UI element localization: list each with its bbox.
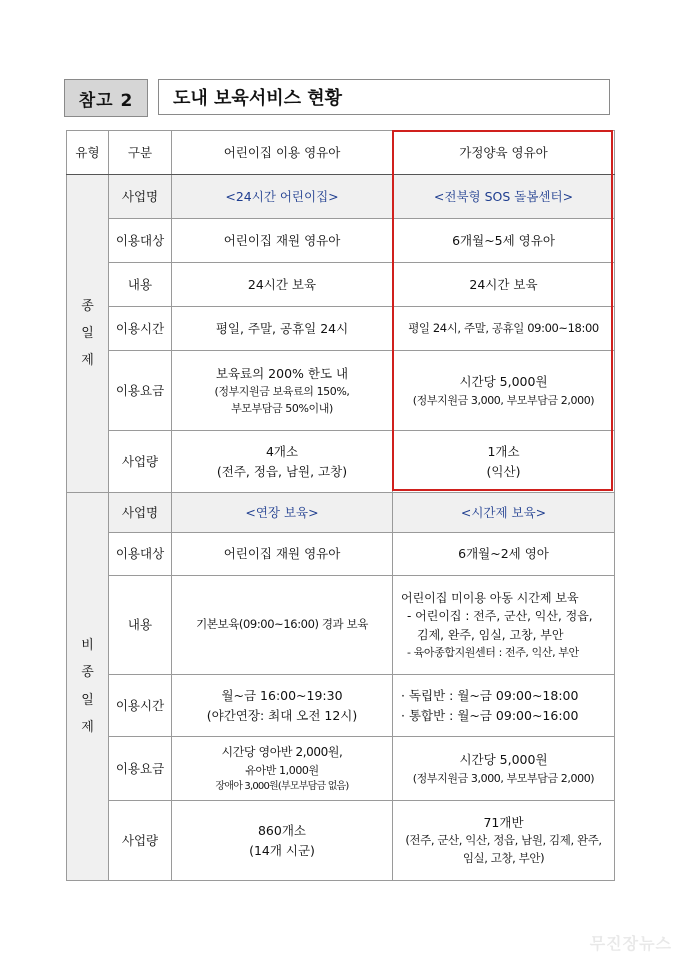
table-row [67,263,615,307]
header-category: 구분 [109,131,172,175]
cell-b: 6개월~2세 영아 [393,533,615,576]
table-row [67,351,615,431]
row-label: 이용시간 [109,675,172,737]
header-col-a: 어린이집 이용 영유아 [172,131,393,175]
row-label: 사업명 [109,493,172,533]
table-row [67,219,615,263]
cell-a: 보육료의 200% 한도 내 (정부지원금 보육료의 150%, 부모부담금 50%이내) [172,351,393,431]
watermark: 무진장뉴스 [589,934,672,953]
childcare-service-table [66,130,614,880]
cell-b: 71개반 (전주, 군산, 익산, 정읍, 남원, 김제, 완주, 임실, 고창, 부안) [393,801,615,881]
row-label: 사업명 [109,175,172,219]
table-row [67,675,615,737]
cell-a: 시간당 영아반 2,000원, 유아반 1,000원 장애아 3,000원(부모부담금 없음) [172,737,393,801]
group-label-irregular: 비 종 일 제 [67,493,109,881]
page-title: 도내 보육서비스 현황 [158,79,610,115]
table-row [67,533,615,576]
table-row [67,576,615,675]
table-row [67,175,615,219]
row-label: 내용 [109,263,172,307]
cell-a: 어린이집 재원 영유아 [172,533,393,576]
cell-a: 24시간 보육 [172,263,393,307]
cell-a: <연장 보육> [172,493,393,533]
table-row [67,307,615,351]
row-label: 내용 [109,576,172,675]
cell-a: 860개소 (14개 시군) [172,801,393,881]
cell-a: 월~금 16:00~19:30 (야간연장: 최대 오전 12시) [172,675,393,737]
cell-b: 시간당 5,000원 (정부지원금 3,000, 부모부담금 2,000) [393,351,615,431]
table-header-row [67,131,615,175]
row-label: 사업량 [109,431,172,493]
group-label-regular: 종 일 제 [67,175,109,493]
cell-b: 24시간 보육 [393,263,615,307]
cell-b: <전북형 SOS 돌봄센터> [393,175,615,219]
cell-b: 시간당 5,000원 (정부지원금 3,000, 부모부담금 2,000) [393,737,615,801]
row-label: 사업량 [109,801,172,881]
title-row [64,79,612,117]
table-row [67,737,615,801]
cell-a: 4개소 (전주, 정읍, 남원, 고창) [172,431,393,493]
table-row [67,801,615,881]
cell-a: <24시간 어린이집> [172,175,393,219]
cell-a: 기본보육(09:00~16:00) 경과 보육 [172,576,393,675]
cell-b: 평일 24시, 주말, 공휴일 09:00~18:00 [393,307,615,351]
cell-a: 어린이집 재원 영유아 [172,219,393,263]
row-label: 이용대상 [109,219,172,263]
row-label: 이용요금 [109,351,172,431]
cell-b: <시간제 보육> [393,493,615,533]
header-type: 유형 [67,131,109,175]
cell-b: · 독립반 : 월~금 09:00~18:00 · 통합반 : 월~금 09:00~16:00 [393,675,615,737]
table-row [67,431,615,493]
row-label: 이용대상 [109,533,172,576]
table-row [67,493,615,533]
cell-b: 6개월~5세 영유아 [393,219,615,263]
reference-badge: 참고 2 [64,79,148,117]
cell-a: 평일, 주말, 공휴일 24시 [172,307,393,351]
header-col-b: 가정양육 영유아 [393,131,615,175]
cell-b: 어린이집 미이용 아동 시간제 보육 - 어린이집 : 전주, 군산, 익산, 정읍, 김제, 완주, 임실, 고창, 부안 - 육아종합지원센터 : 전주, 익산, 부안 [393,576,615,675]
cell-b: 1개소 (익산) [393,431,615,493]
row-label: 이용요금 [109,737,172,801]
row-label: 이용시간 [109,307,172,351]
